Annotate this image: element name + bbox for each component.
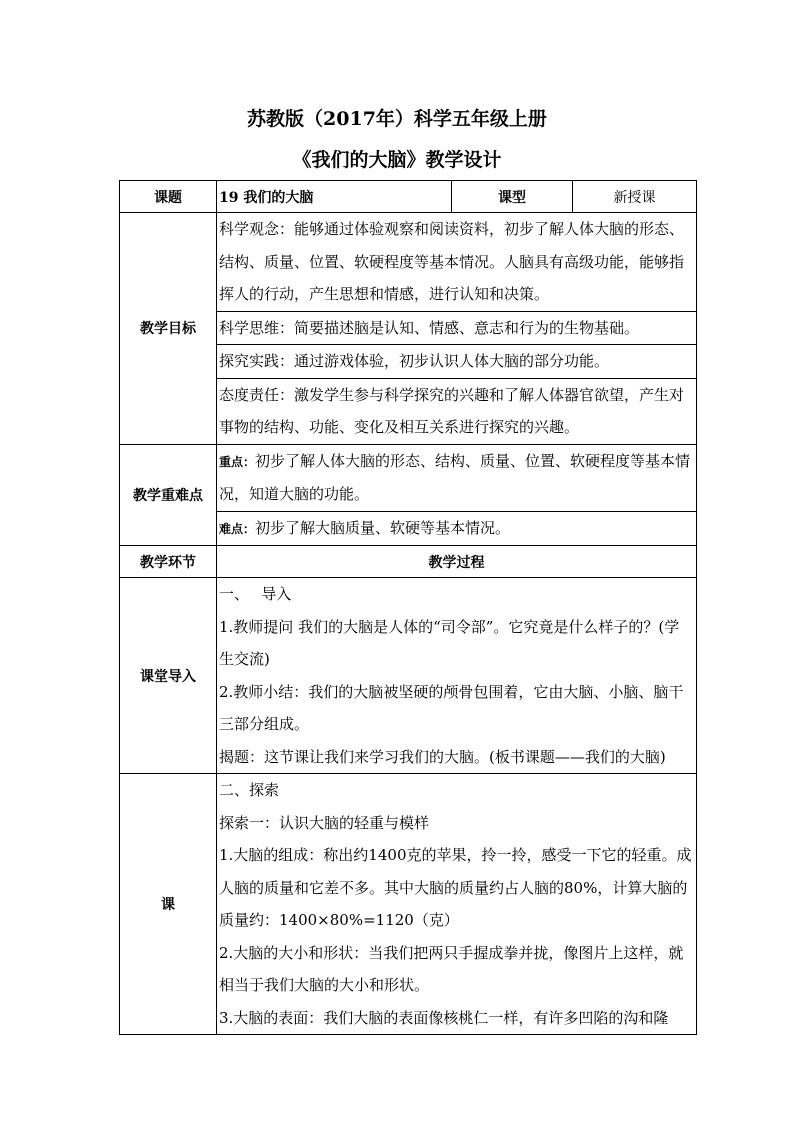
type-value: 新授课 — [573, 181, 697, 213]
topic-value: 19 我们的大脑 — [217, 181, 452, 213]
key-point-text: 初步了解人体大脑的形态、结构、质量、位置、软硬程度等基本情况，知道大脑的功能。 — [219, 451, 691, 503]
objective-item: 科学观念：能够通过体验观察和阅读资料，初步了解人体大脑的形态、结构、质量、位置、软硬程度等基本情况。人脑具有高级功能，能够指挥人的行动，产生思想和情感，进行认知和决策。 — [217, 213, 697, 312]
intro-line: 1.教师提问 我们的大脑是人体的“司令部”。它究竟是什么样子的？(学生交流) — [219, 617, 680, 668]
topic-label: 课题 — [120, 181, 217, 213]
type-label: 课型 — [452, 181, 573, 213]
difficult-point-lead: 难点： — [219, 521, 256, 536]
intro-label: 课堂导入 — [120, 578, 217, 774]
lesson-plan-table — [119, 180, 697, 1035]
lesson-line: 3.大脑的表面：我们大脑的表面像核桃仁一样，有许多凹陷的沟和隆 — [219, 1008, 669, 1027]
process-header: 教学过程 — [217, 546, 697, 578]
document-title: 苏教版（2017年）科学五年级上册 — [247, 108, 547, 130]
objective-row-1 — [120, 213, 697, 312]
header-row — [120, 181, 697, 213]
intro-line: 揭题：这节课让我们来学习我们的大脑。(板书课题——我们的大脑) — [219, 747, 666, 766]
objective-item: 态度责任：激发学生参与科学探究的兴趣和了解人体器官欲望，产生对事物的结构、功能、变化及相互关系进行探究的兴趣。 — [217, 378, 697, 444]
stage-header: 教学环节 — [120, 546, 217, 578]
objective-item: 科学思维：简要描述脑是认知、情感、意志和行为的生物基础。 — [217, 311, 697, 345]
lesson-content — [217, 774, 697, 1035]
objective-item: 探究实践：通过游戏体验，初步认识人体大脑的部分功能。 — [217, 345, 697, 379]
key-points-label: 教学重难点 — [120, 444, 217, 546]
intro-line: 2.教师小结：我们的大脑被坚硬的颅骨包围着，它由大脑、小脑、脑干三部分组成。 — [219, 682, 684, 733]
lesson-line: 探索一：认识大脑的轻重与模样 — [219, 813, 430, 832]
intro-row — [120, 578, 697, 774]
objectives-label: 教学目标 — [120, 213, 217, 445]
lesson-label: 课 — [120, 774, 217, 1035]
key-point-row — [120, 444, 697, 511]
key-point-cell — [217, 444, 697, 511]
process-header-row — [120, 546, 697, 578]
difficult-point-text: 初步了解大脑质量、软硬等基本情况。 — [255, 518, 511, 537]
document-subtitle: 《我们的大脑》教学设计 — [292, 149, 502, 171]
lesson-line: 1.大脑的组成：称出约1400克的苹果，拎一拎，感受一下它的轻重。成人脑的质量和它差不多。其中大脑的质量约占人脑的80%，计算大脑的质量约：1400×80%=1120（克） — [219, 846, 692, 929]
intro-line: 一、 导入 — [219, 585, 292, 603]
lesson-row — [120, 774, 697, 1035]
intro-content — [217, 578, 697, 774]
lesson-line: 二、探索 — [219, 781, 280, 799]
key-point-lead: 重点： — [219, 454, 256, 469]
difficult-point-cell — [217, 511, 697, 546]
lesson-line: 2.大脑的大小和形状：当我们把两只手握成拳并拢，像图片上这样，就相当于我们大脑的大小和形状。 — [219, 943, 684, 994]
